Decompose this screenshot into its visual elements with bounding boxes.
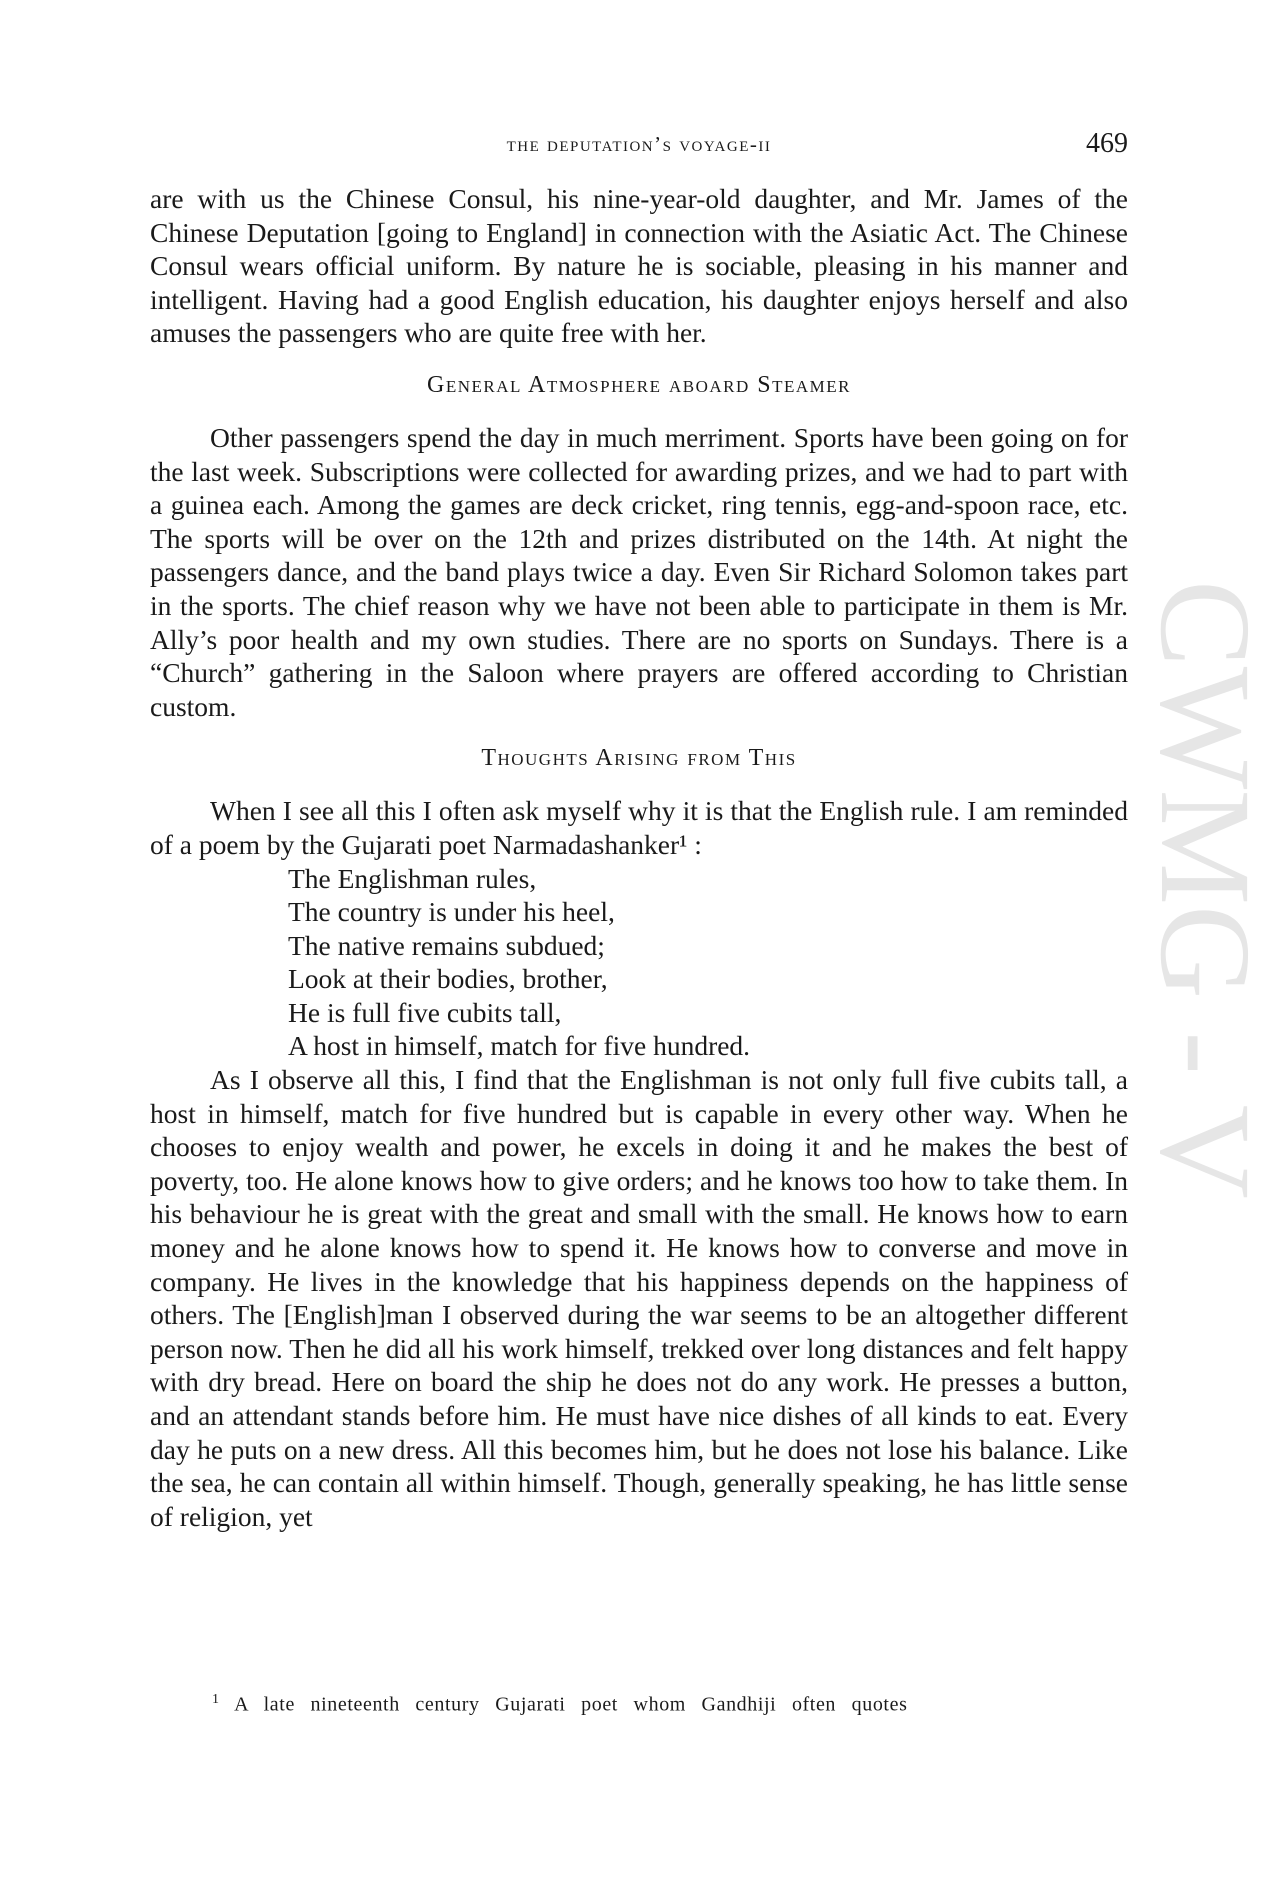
paragraph-englishman: As I observe all this, I find that the Englishman is not only full five cubits tall, a host in himself, match for five hundred but is capable in every other way. When he chooses to enjoy wealth and power, he excels in doing it and he makes the best of poverty, too. He alone knows how to give orders; and he knows too how to take them. In his behaviour he is great with the great and small with the small. He knows how to earn money and he alone knows how to spend it. He knows how to converse and move in company. He lives in the knowledge that his happiness depends on the happiness of others. The [English]man I observed during the war seems to be an altogether different person now. Then he did all his work himself, trekked over long distances and felt happy with dry bread. Here on board the ship he does not do any work. He presses a button, and an attendant stands before him. He must have nice dishes of all kinds to eat. Every day he puts on a new dress. All this becomes him, but he does not lose his balance. Like the sea, he can contain all within himself. Though, generally speaking, he has little sense of religion, yet	[150, 1064, 1128, 1532]
verse-line: The native remains subdued;	[288, 929, 605, 961]
footnote-marker: 1	[212, 1692, 220, 1707]
watermark: CWMG - V	[1133, 580, 1277, 1199]
verse-line: Look at their bodies, brother,	[288, 963, 608, 995]
paragraph-consul: are with us the Chinese Consul, his nine-year-old daughter, and Mr. James of the Chinese Deputation [going to England] in connection with the Asiatic Act. The Chinese Consul wears official uniform. By nature he is sociable, pleasing in his manner and intelligent. Having had a good English education, his daughter enjoys herself and also amuses the passengers who are quite free with her.	[150, 183, 1128, 349]
paragraph-reminded: When I see all this I often ask myself why it is that the English rule. I am reminded of a poem by the Gujarati poet Narmadashanker¹ :	[150, 795, 1128, 860]
section-heading-atmosphere: General Atmosphere aboard Steamer	[427, 371, 851, 398]
poem-verse	[288, 862, 1128, 1064]
verse-line: He is full five cubits tall,	[288, 996, 562, 1028]
paragraph-sports: Other passengers spend the day in much merriment. Sports have been going on for the last week. Subscriptions were collected for awarding prizes, and we had to part with a guinea each. Among the games are deck cricket, ring tennis, egg-and-spoon race, etc. The sports will be over on the 12th and prizes distributed on the 14th. At night the passengers dance, and the band plays twice a day. Even Sir Richard Solomon takes part in the sports. The chief reason why we have not been able to participate in them is Mr. Ally’s poor health and my own studies. There are no sports on Sundays. There is a “Church” gathering in the Saloon where prayers are offered according to Christian custom.	[150, 421, 1128, 722]
section-heading-thoughts: Thoughts Arising from This	[481, 745, 797, 772]
document-page	[150, 128, 1128, 1533]
verse-line: The country is under his heel,	[288, 896, 615, 928]
page-number: 469	[1086, 128, 1128, 159]
verse-line: The Englishman rules,	[288, 862, 537, 894]
verse-line: A host in himself, match for five hundred.	[288, 1030, 751, 1062]
running-title: the deputation’s voyage-ii	[506, 132, 772, 156]
running-header	[150, 128, 1128, 168]
footnote	[212, 1692, 907, 1717]
footnote-text: A late nineteenth century Gujarati poet whom Gandhiji often quotes	[234, 1693, 908, 1716]
